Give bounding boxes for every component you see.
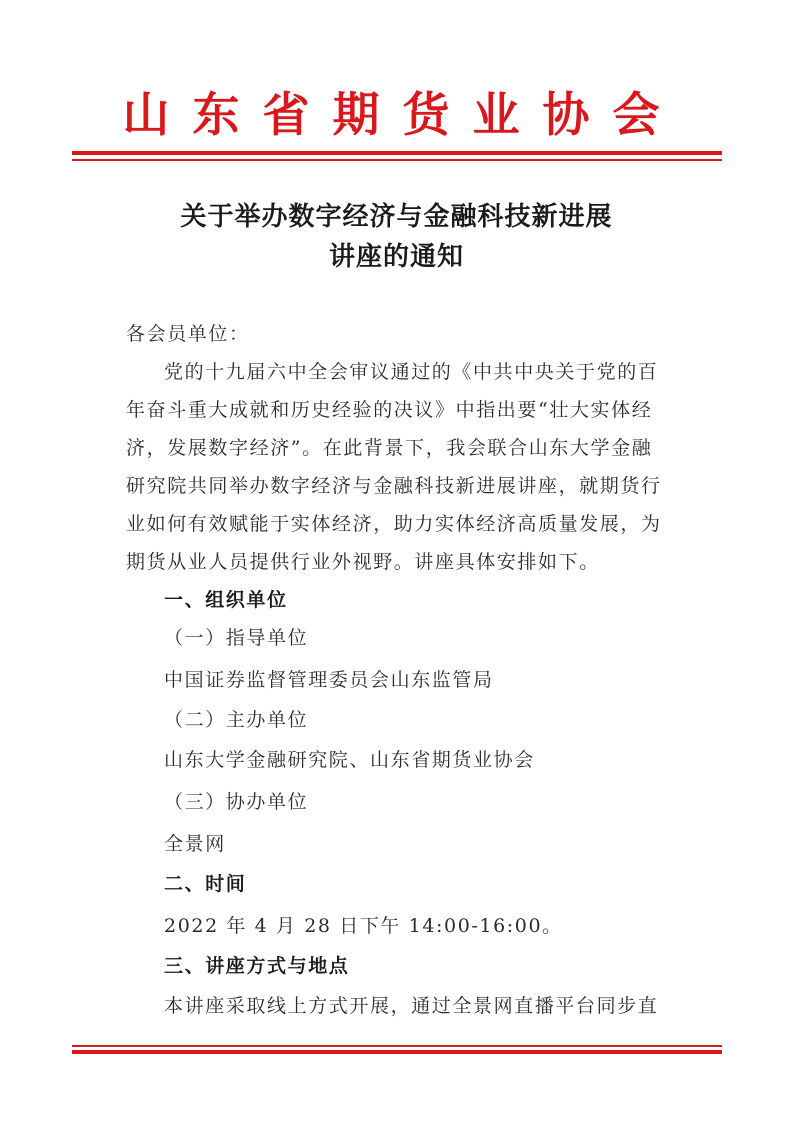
sub2-heading: （二）主办单位 xyxy=(164,709,309,731)
section3-heading: 三、讲座方式与地点 xyxy=(164,955,350,977)
section1-heading: 一、组织单位 xyxy=(164,589,288,611)
sub1-heading: （一）指导单位 xyxy=(164,627,309,649)
intro-line: 业如何有效赋能于实体经济，助力实体经济高质量发展，为 xyxy=(126,513,662,535)
notice-title-line2: 讲座的通知 xyxy=(328,242,464,272)
method-text: 本讲座采取线上方式开展，通过全景网直播平台同步直 xyxy=(164,995,659,1017)
intro-line: 研究院共同举办数字经济与金融科技新进展讲座，就期货行 xyxy=(126,475,662,497)
sub3-heading: （三）协办单位 xyxy=(164,791,309,813)
section2-heading: 二、时间 xyxy=(164,873,247,895)
sub1-text: 中国证券监督管理委员会山东监管局 xyxy=(164,669,494,691)
header-rule-thick xyxy=(72,151,722,155)
notice-title-line1: 关于举办数字经济与金融科技新进展 xyxy=(180,202,613,232)
footer-rule-thick xyxy=(72,1050,722,1054)
sub3-text: 全景网 xyxy=(164,833,226,855)
header-rule-thin xyxy=(72,159,722,161)
intro-line: 党的十九届六中全会审议通过的《中共中央关于党的百 xyxy=(164,361,659,383)
intro-line: 济，发展数字经济”。在此背景下，我会联合山东大学金融 xyxy=(126,437,653,459)
salutation: 各会员单位： xyxy=(126,323,250,345)
intro-line: 年奋斗重大成就和历史经验的决议》中指出要“壮大实体经 xyxy=(126,399,653,421)
intro-line: 期货从业人员提供行业外视野。讲座具体安排如下。 xyxy=(126,551,600,573)
org-letterhead: 山东省期货业协会 xyxy=(122,88,683,143)
time-text: 2022 年 4 月 28 日下午 14:00-16:00。 xyxy=(164,915,563,937)
sub2-text: 山东大学金融研究院、山东省期货业协会 xyxy=(164,749,535,771)
footer-rule-thin xyxy=(72,1045,722,1047)
